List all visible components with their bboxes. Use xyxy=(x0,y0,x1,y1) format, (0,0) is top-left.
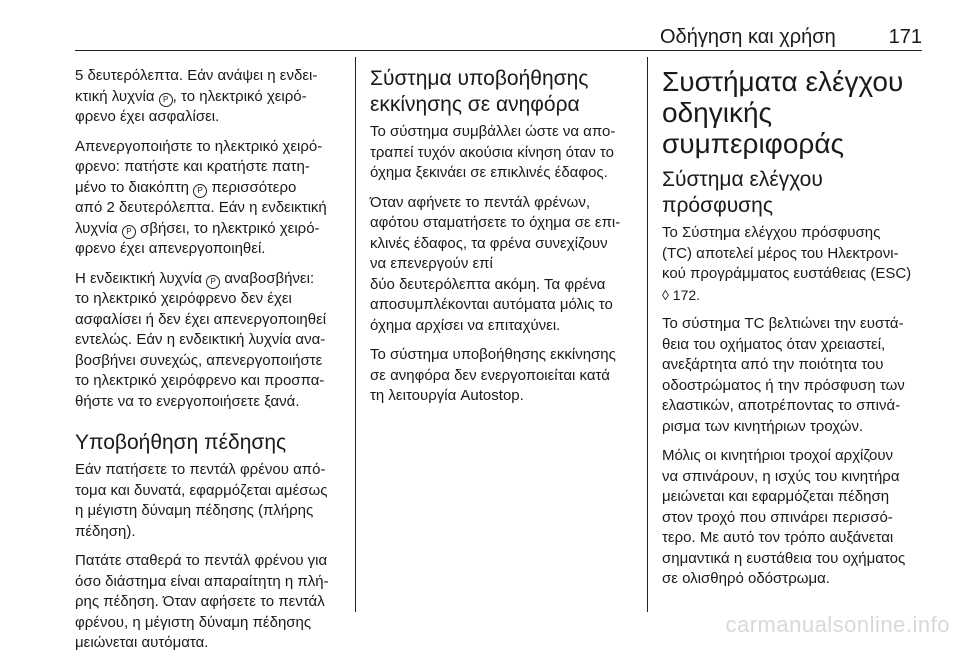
heading-line: Συστήματα ελέγχου xyxy=(662,66,904,97)
text-line: Εάν πατήσετε το πεντάλ φρένου από- xyxy=(75,461,326,478)
header-rule xyxy=(75,50,922,51)
text-line: το ηλεκτρικό χειρόφρενο δεν έχει xyxy=(75,290,292,307)
heading-hill-start-assist xyxy=(370,66,635,118)
heading-line: πρόσφυσης xyxy=(662,194,773,217)
text-line: φρενο: πατήστε και κρατήστε πατη- xyxy=(75,158,310,175)
text-line: φρένου, η μέγιστη δύναμη πέδησης xyxy=(75,613,312,631)
text-line xyxy=(75,87,342,108)
text-line: το ηλεκτρικό χειρόφρενο και προσπα- xyxy=(75,372,325,389)
text-line: θήστε να το ενεργοποιήσετε ξανά. xyxy=(75,392,300,410)
text-line: οδοστρώματος ή την πρόσφυση των xyxy=(662,376,905,394)
text-fragment: μένο το διακόπτη xyxy=(75,178,194,196)
column-divider-1 xyxy=(355,57,356,612)
text-line: (TC) αποτελεί μέρος του Ηλεκτρονι- xyxy=(662,244,899,262)
heading-line: Σύστημα υποβοήθησης xyxy=(370,67,589,90)
section-title: Οδήγηση και χρήση xyxy=(660,26,836,48)
text-line: τραπεί τυχόν ακούσια κίνηση όταν το xyxy=(370,143,614,161)
text-line xyxy=(75,178,342,199)
heading-line: Σύστημα ελέγχου xyxy=(662,168,823,191)
parking-brake-icon: P xyxy=(122,225,136,239)
heading-line: οδηγικής xyxy=(662,97,773,128)
text-line: 5 δευτερόλεπτα. Εάν ανάψει η ενδει- xyxy=(75,67,318,84)
text-line: όχημα αρχίσει να επιταχύνει. xyxy=(370,316,561,334)
text-line: κλινές έδαφος, τα φρένα συνεχίζουν xyxy=(370,234,608,252)
heading-line: συμπεριφοράς xyxy=(662,128,845,159)
text-line: Το σύστημα TC βελτιώνει την ευστά- xyxy=(662,315,904,332)
text-line: ρης πέδηση. Όταν αφήσετε το πεντάλ xyxy=(75,593,325,610)
text-line: Όταν αφήνετε το πεντάλ φρένων, xyxy=(370,193,591,211)
text-line: πέδηση). xyxy=(75,522,136,540)
heading-driving-control-systems xyxy=(662,66,924,159)
text-line: Πατάτε σταθερά το πεντάλ φρένου για xyxy=(75,552,328,569)
text-line: να σπινάρουν, η ισχύς του κινητήρα xyxy=(662,467,900,485)
text-line: η μέγιστη δύναμη πέδησης (πλήρης xyxy=(75,502,314,519)
column-3 xyxy=(662,66,924,599)
paragraph xyxy=(75,137,342,260)
text-line: τη λειτουργία Autostop. xyxy=(370,387,524,404)
text-line: βοσβήνει συνεχώς, απενεργοποιήστε xyxy=(75,351,323,369)
text-line: τερο. Με αυτό τον τρόπο αυξάνεται xyxy=(662,529,894,546)
watermark: carmanualsonline.info xyxy=(725,612,950,637)
column-divider-2 xyxy=(647,57,648,612)
text-line: δύο δευτερόλεπτα ακόμη. Τα φρένα xyxy=(370,275,606,293)
text-line: από 2 δευτερόλεπτα. Εάν η ενδεικτική xyxy=(75,199,327,216)
text-line: εντελώς. Εάν η ενδεικτική λυχνία ανα- xyxy=(75,331,326,348)
text-line: ελαστικών, αποτρέποντας το σπινά- xyxy=(662,397,901,414)
text-line: φρενο έχει ασφαλίσει. xyxy=(75,108,220,125)
heading-brake-assist: Υποβοήθηση πέδησης xyxy=(75,431,287,454)
page-reference-link[interactable]: ◊ 172. xyxy=(662,286,701,303)
text-line: Το σύστημα συμβάλλει ώστε να απο- xyxy=(370,123,616,140)
paragraph xyxy=(370,345,635,407)
paragraph xyxy=(370,122,635,184)
paragraph xyxy=(75,551,342,654)
paragraph xyxy=(370,193,635,337)
text-line: μειώνεται και εφαρμόζεται πέδηση xyxy=(662,488,890,505)
text-line: ανεξάρτητα από την ποιότητα του xyxy=(662,356,884,373)
text-line xyxy=(75,269,342,290)
text-line: Απενεργοποιήστε το ηλεκτρικό χειρό- xyxy=(75,137,323,155)
text-line: φρενο έχει απενεργοποιηθεί. xyxy=(75,240,266,257)
text-line: τομα και δυνατά, εφαρμόζεται αμέσως xyxy=(75,481,328,499)
heading-line: εκκίνησης σε ανηφόρα xyxy=(370,93,580,116)
paragraph xyxy=(75,269,342,413)
paragraph xyxy=(662,446,924,590)
text-fragment: αναβοσβήνει: xyxy=(220,269,315,287)
page-header xyxy=(660,26,922,50)
parking-brake-icon: P xyxy=(193,184,207,198)
text-line: όσο διάστημα είναι απαραίτητη η πλή- xyxy=(75,572,329,590)
text-line: όχημα ξεκινάει σε επικλινές έδαφος. xyxy=(370,164,608,181)
column-2 xyxy=(370,66,635,416)
text-line: Το Σύστημα ελέγχου πρόσφυσης xyxy=(662,224,881,241)
text-line: αποσυμπλέκονται αυτόματα μόλις το xyxy=(370,296,613,313)
text-line: Το σύστημα υποβοήθησης εκκίνησης xyxy=(370,346,616,363)
text-fragment: λυχνία xyxy=(75,219,122,237)
text-line: Μόλις οι κινητήριοι τροχοί αρχίζουν xyxy=(662,447,894,464)
paragraph xyxy=(662,314,924,437)
paragraph xyxy=(662,223,924,305)
text-line: ρισμα των κινητήριων τροχών. xyxy=(662,417,864,435)
text-fragment: περισσότερο xyxy=(207,178,297,196)
heading-traction-control xyxy=(662,167,924,219)
column-1 xyxy=(75,66,342,663)
text-fragment: σβήσει, το ηλεκτρικό χειρό- xyxy=(135,219,320,237)
paragraph xyxy=(75,66,342,128)
text-line xyxy=(75,219,342,240)
text-line: μειώνεται αυτόματα. xyxy=(75,634,209,651)
text-fragment: , το ηλεκτρικό χειρό- xyxy=(172,87,307,105)
page-number: 171 xyxy=(888,26,922,48)
text-line: ασφαλίσει ή δεν έχει απενεργοποιηθεί xyxy=(75,310,327,328)
text-line: σε ολισθηρό οδόστρωμα. xyxy=(662,570,830,587)
text-line: αφότου σταματήσετε το όχημα σε επι- xyxy=(370,214,621,231)
text-fragment: κτική λυχνία xyxy=(75,87,159,105)
parking-brake-icon: P xyxy=(159,93,173,107)
parking-brake-icon: P xyxy=(206,275,220,289)
paragraph xyxy=(75,460,342,542)
text-line: σημαντικά η ευστάθεια του οχήματος xyxy=(662,549,906,567)
text-line: κού προγράμματος ευστάθειας (ESC) xyxy=(662,265,912,282)
text-line: σε ανηφόρα δεν ενεργοποιείται κατά xyxy=(370,366,610,384)
text-line: στον τροχό που σπινάρει περισσό- xyxy=(662,508,893,526)
text-fragment: Η ενδεικτική λυχνία xyxy=(75,269,207,287)
text-line: να επενεργούν επί xyxy=(370,255,493,272)
text-line: θεια του οχήματος όταν χρειαστεί, xyxy=(662,335,886,353)
